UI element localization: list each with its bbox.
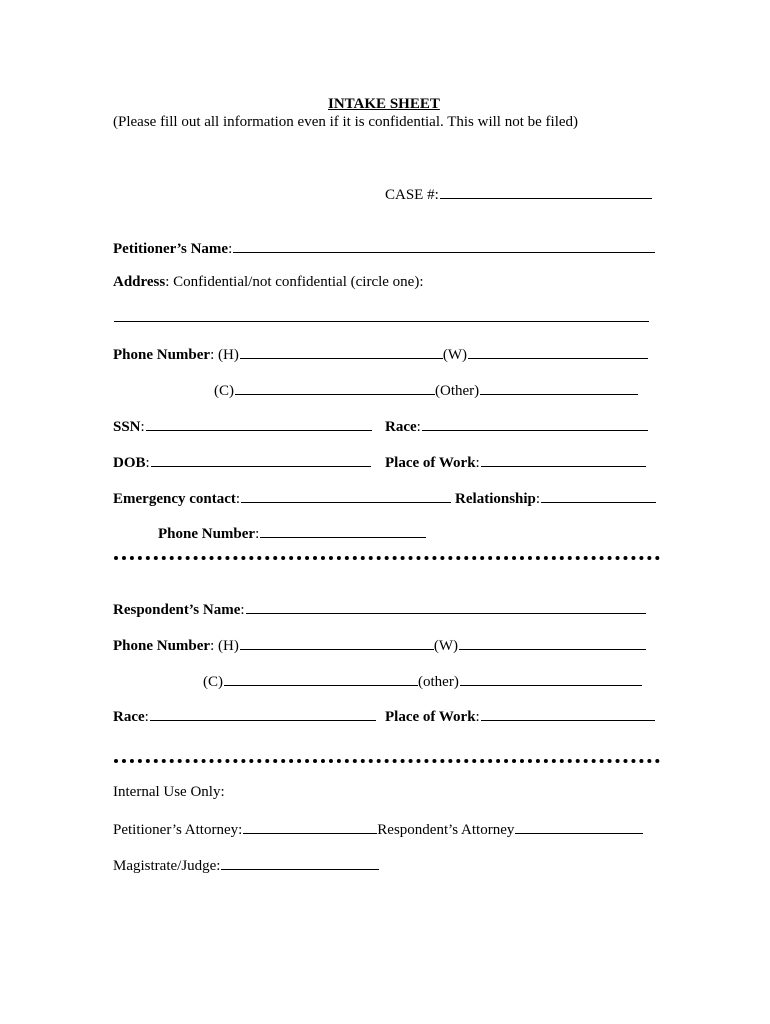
respondent-phone-cell-blank[interactable]	[224, 671, 418, 686]
petitioner-attorney-label: Petitioner’s Attorney:	[113, 822, 243, 838]
respondent-attorney-blank[interactable]	[515, 819, 643, 834]
magistrate-blank[interactable]	[221, 855, 379, 870]
colon: :	[535, 491, 541, 507]
petitioner-address-blank[interactable]	[114, 306, 649, 322]
case-number-blank[interactable]	[440, 184, 652, 199]
respondent-phone-row-2[interactable]	[203, 671, 642, 691]
respondent-race-field[interactable]	[113, 706, 376, 726]
document-subtitle: (Please fill out all information even if it is confidential. This will not be filed)	[113, 114, 579, 130]
dob-blank[interactable]	[151, 452, 371, 467]
phone-home-label: : (H)	[210, 347, 239, 363]
phone-work-label: (W)	[442, 347, 467, 363]
petitioner-race-field[interactable]	[385, 416, 648, 436]
relationship-label: Relationship	[455, 491, 536, 507]
relationship-blank[interactable]	[541, 488, 656, 503]
colon: :	[255, 526, 260, 542]
phone-work-blank[interactable]	[468, 344, 648, 359]
respondent-phone-other-label: (other)	[418, 674, 459, 690]
emergency-contact-blank[interactable]	[241, 488, 451, 503]
magistrate-field[interactable]	[113, 855, 379, 875]
colon: :	[144, 709, 149, 725]
emergency-contact-row[interactable]	[113, 488, 656, 508]
petitioner-name-label: Petitioner’s Name	[113, 241, 229, 257]
colon: :	[416, 419, 421, 435]
race-blank[interactable]	[422, 416, 648, 431]
attorney-row[interactable]	[113, 819, 643, 839]
section-divider	[114, 759, 660, 763]
respondent-phone-row-1[interactable]	[113, 635, 646, 655]
phone-number-label: Phone Number	[113, 347, 211, 363]
colon: :	[140, 419, 145, 435]
race-label: Race	[385, 419, 417, 435]
petitioner-address-row	[113, 273, 424, 291]
ssn-blank[interactable]	[146, 416, 372, 431]
respondent-phone-other-blank[interactable]	[460, 671, 642, 686]
colon: :	[145, 455, 150, 471]
colon: :	[475, 455, 480, 471]
emergency-phone-label: Phone Number	[158, 526, 256, 542]
internal-use-heading: Internal Use Only:	[113, 784, 225, 800]
petitioner-phone-row-2[interactable]	[214, 380, 638, 400]
respondent-phone-work-label: (W)	[433, 638, 458, 654]
ssn-label: SSN	[113, 419, 141, 435]
petitioner-work-field[interactable]	[385, 452, 646, 472]
respondent-phone-home-blank[interactable]	[240, 635, 434, 650]
case-number-field[interactable]	[385, 184, 652, 204]
petitioner-phone-row-1[interactable]	[113, 344, 648, 364]
dob-label: DOB	[113, 455, 146, 471]
respondent-work-field[interactable]	[385, 706, 655, 726]
petitioner-name-blank[interactable]	[233, 238, 655, 253]
respondent-race-label: Race	[113, 709, 145, 725]
address-confidentiality-text: : Confidential/not confidential (circle one):	[165, 274, 424, 290]
case-number-label: CASE #:	[385, 187, 439, 203]
phone-other-label: (Other)	[435, 383, 480, 399]
phone-home-blank[interactable]	[240, 344, 443, 359]
petitioner-ssn-field[interactable]	[113, 416, 372, 436]
colon: :	[235, 491, 241, 507]
place-of-work-label: Place of Work	[385, 455, 476, 471]
respondent-race-blank[interactable]	[150, 706, 376, 721]
phone-other-blank[interactable]	[480, 380, 638, 395]
colon: :	[240, 602, 245, 618]
respondent-name-field[interactable]	[113, 599, 646, 619]
petitioner-name-field[interactable]	[113, 238, 655, 258]
document-title: INTAKE SHEET	[328, 96, 440, 112]
phone-cell-label: (C)	[214, 383, 234, 399]
magistrate-label: Magistrate/Judge:	[113, 858, 221, 874]
emergency-phone-field[interactable]	[158, 523, 426, 543]
respondent-attorney-label: Respondent’s Attorney	[377, 822, 515, 838]
colon: :	[475, 709, 480, 725]
section-divider	[114, 556, 660, 560]
colon: :	[228, 241, 233, 257]
address-label: Address	[113, 274, 166, 290]
emergency-contact-label: Emergency contact	[113, 491, 236, 507]
respondent-name-label: Respondent’s Name	[113, 602, 241, 618]
respondent-work-label: Place of Work	[385, 709, 476, 725]
place-of-work-blank[interactable]	[481, 452, 646, 467]
respondent-phone-label: Phone Number	[113, 638, 211, 654]
petitioner-attorney-blank[interactable]	[243, 819, 377, 834]
petitioner-dob-field[interactable]	[113, 452, 371, 472]
respondent-name-blank[interactable]	[246, 599, 646, 614]
respondent-phone-cell-label: (C)	[203, 674, 223, 690]
respondent-work-blank[interactable]	[481, 706, 655, 721]
respondent-phone-home-label: : (H)	[210, 638, 239, 654]
respondent-phone-work-blank[interactable]	[459, 635, 646, 650]
emergency-phone-blank[interactable]	[260, 523, 426, 538]
phone-cell-blank[interactable]	[235, 380, 435, 395]
